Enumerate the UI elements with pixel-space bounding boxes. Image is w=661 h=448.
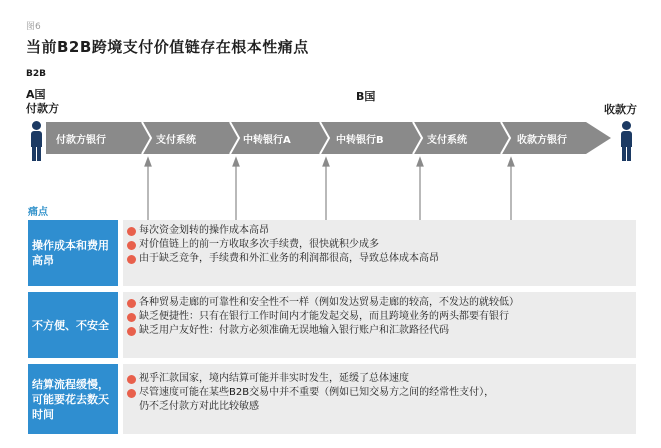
pain-row-settlement [28,364,636,434]
chain-step-intermediary-bank-b: 中转银行B [336,135,384,146]
pain-bullet: 尽管速度可能在某些B2B交易中并不重要（例如已知交易方之间的经常性支付）， [127,386,636,400]
chain-step-payment-system-2: 支付系统 [427,135,467,146]
pain-bullet: 对价值链上的前一方收取多次手续费，很快就积少成多 [127,238,636,252]
country-a-block [26,88,59,116]
pain-label: 结算流程缓慢，可能要花去数天时间 [28,364,118,434]
payee-label: 收款方 [604,103,637,116]
chain-step-payee-bank: 收款方银行 [517,135,567,146]
bullet-icon [127,327,136,336]
chain-step-intermediary-bank-a: 中转银行A [243,135,291,146]
pain-label: 不方便、不安全 [28,292,118,358]
pain-details [123,220,636,286]
page-title: 当前B2B跨境支付价值链存在根本性痛点 [26,38,309,56]
bullet-icon [127,241,136,250]
bullet-icon [127,227,136,236]
pain-row-convenience [28,292,636,358]
pain-details [123,292,636,358]
country-b-label: B国 [356,90,376,103]
chain-step-payer-bank: 付款方银行 [56,135,106,146]
pain-bullet: 缺乏便捷性：只有在银行工作时间内才能发起交易，而且跨境业务的两头都要有银行 [127,310,636,324]
figure-number: 图6 [26,22,41,32]
pain-bullet-continuation: 仍不乏付款方对此比较敏感 [139,401,259,412]
pain-bullet: 每次资金划转的操作成本高昂 [127,224,636,238]
bullet-icon [127,313,136,322]
bullet-icon [127,375,136,384]
pain-details [123,364,636,434]
pain-bullet: 缺乏用户友好性：付款方必须准确无误地输入银行账户和汇款路径代码 [127,324,636,338]
bullet-icon [127,389,136,398]
pain-bullet: 视乎汇款国家，境内结算可能并非实时发生，延缓了总体速度 [127,372,636,386]
pain-label: 操作成本和费用高昂 [28,220,118,286]
connector-arrows [0,154,661,224]
bullet-icon [127,299,136,308]
chain-step-payment-system-1: 支付系统 [156,135,196,146]
pain-bullet: 由于缺乏竞争，手续费和外汇业务的利润都很高，导致总体成本高昂 [127,252,636,266]
pain-bullet: 各种贸易走廊的可靠性和安全性不一样（例如发达贸易走廊的较高，不发达的就较低） [127,296,636,310]
b2b-label: B2B [26,69,46,79]
pain-points-heading: 痛点 [28,207,48,218]
country-a-label: A国 [26,88,46,101]
payer-label: 付款方 [26,102,59,115]
pain-row-cost [28,220,636,286]
bullet-icon [127,255,136,264]
